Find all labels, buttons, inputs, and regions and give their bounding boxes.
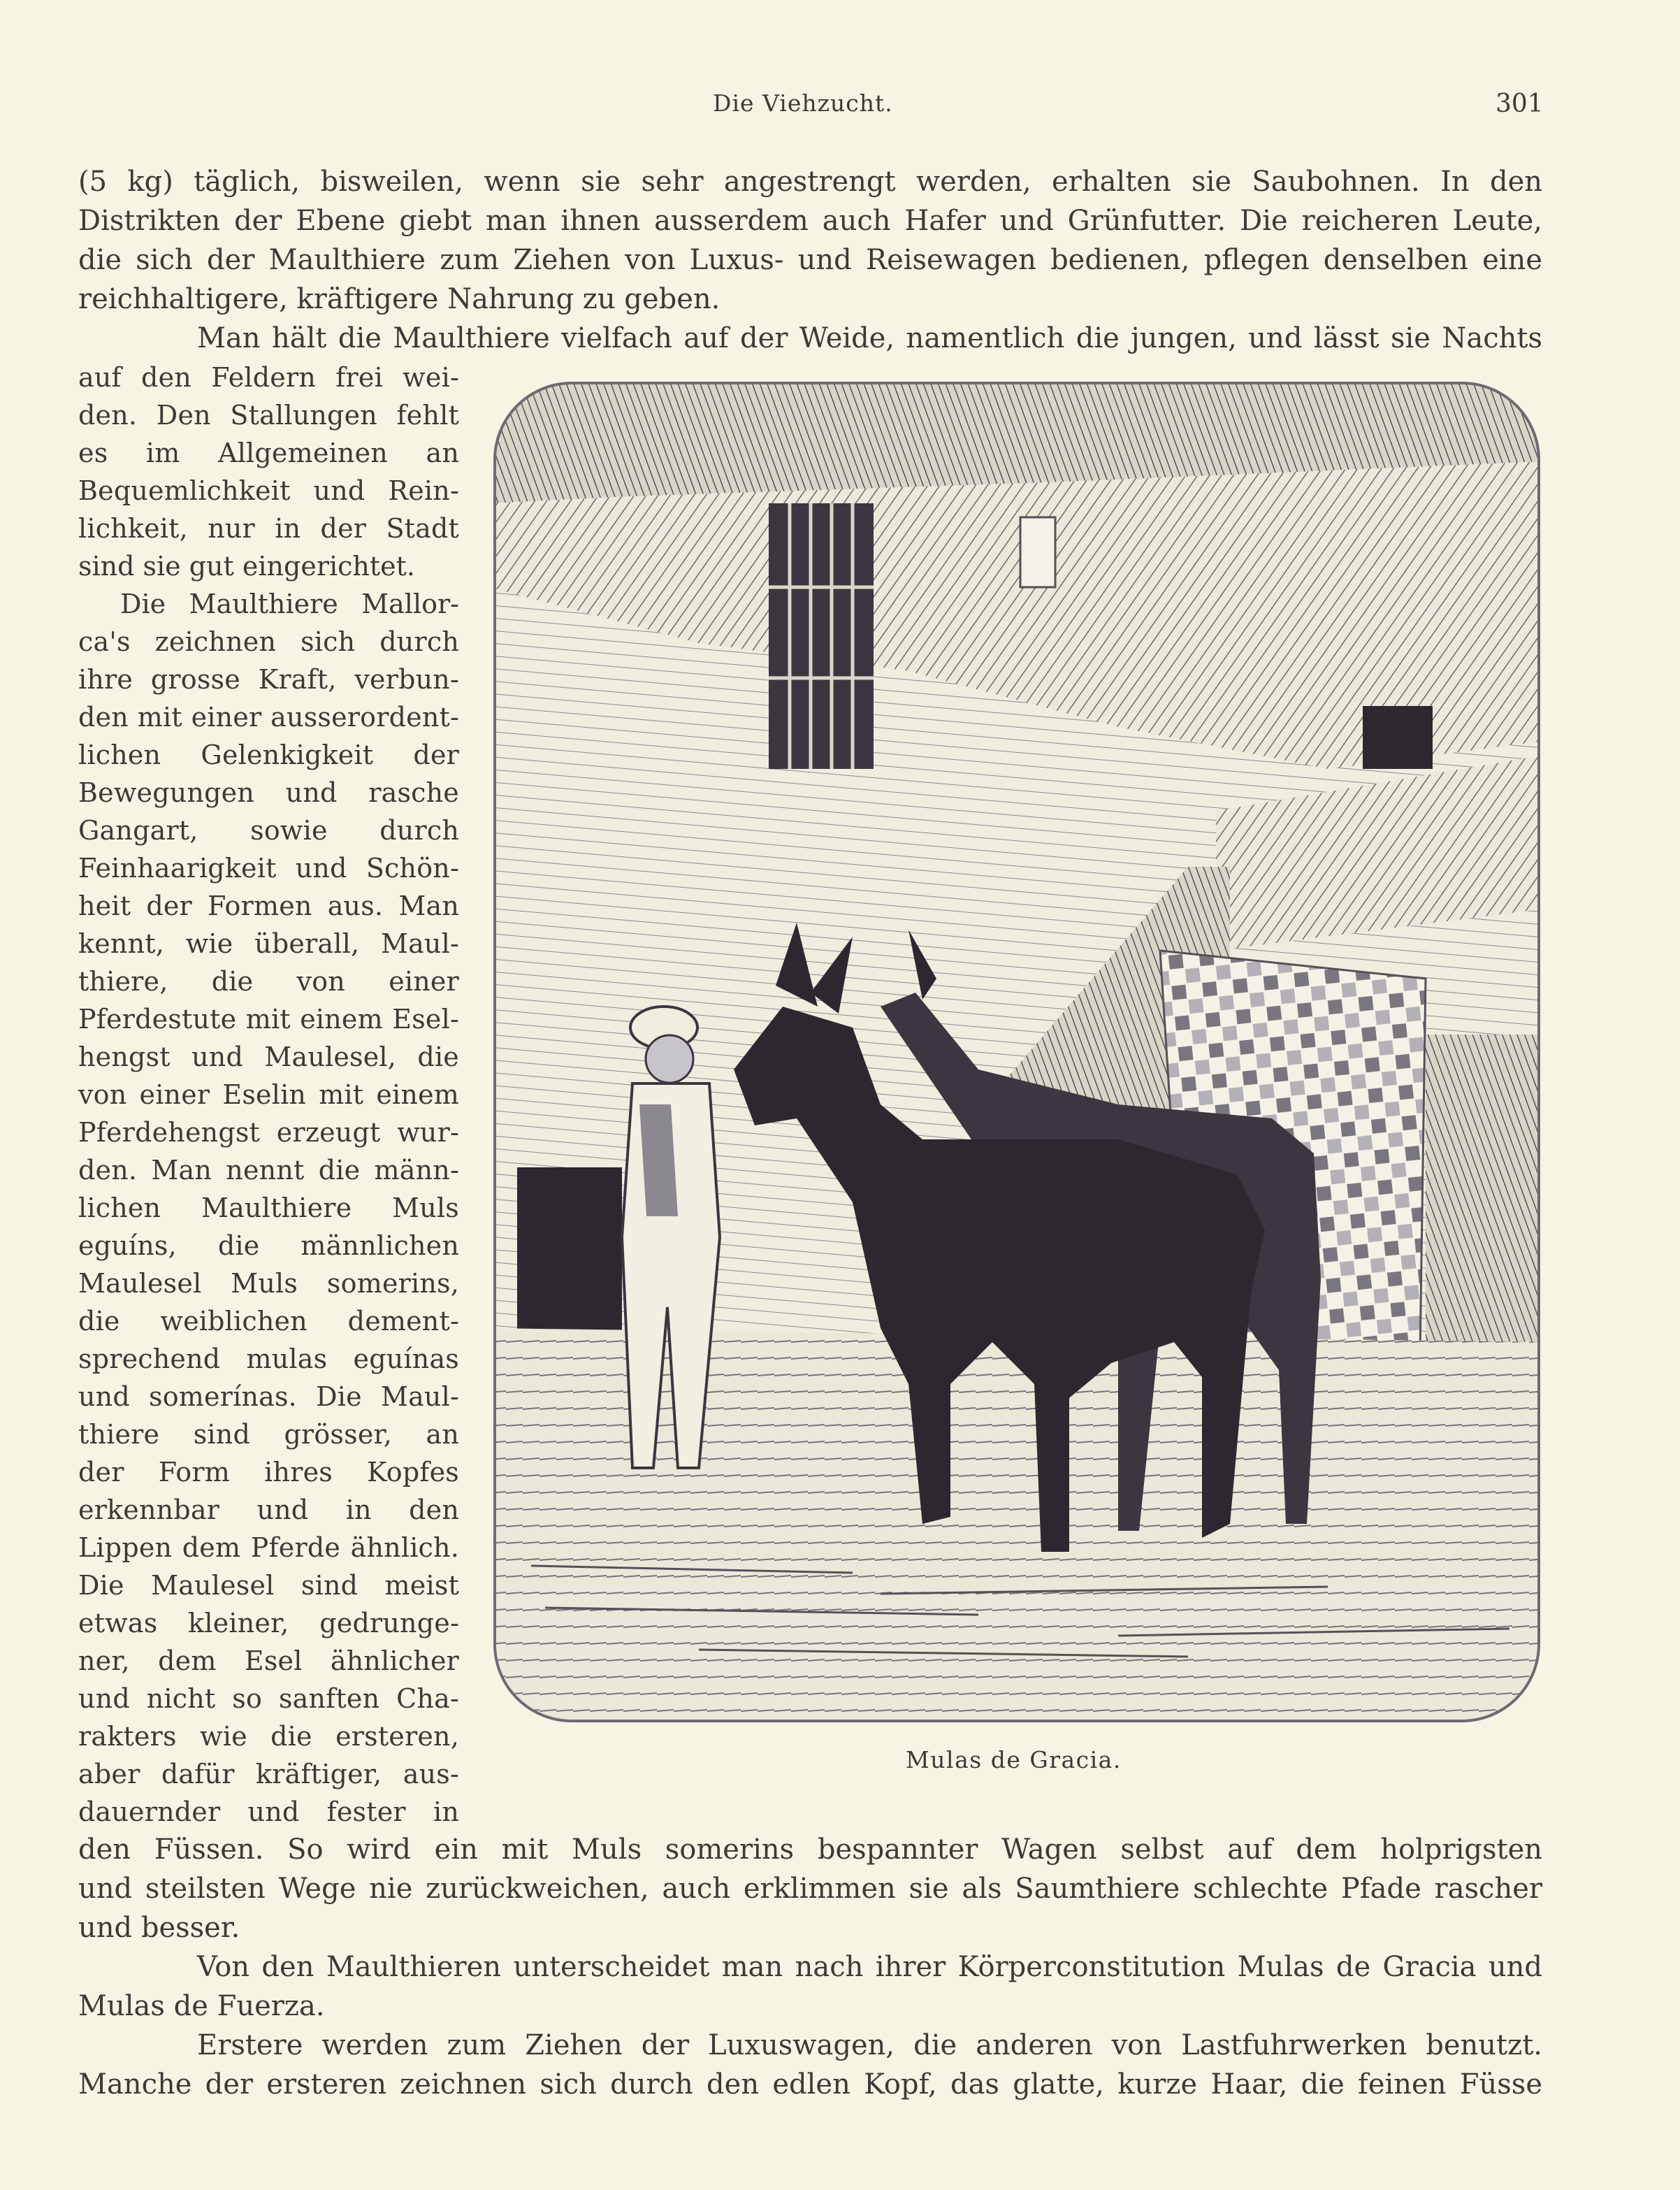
upper-doorway <box>1363 706 1433 769</box>
column-line: lichen Gelenkigkeit der <box>78 740 459 770</box>
column-line: Bewegungen und rasche <box>78 777 459 808</box>
text-line: reichhaltigere, kräftigere Nahrung zu geben. <box>78 283 720 315</box>
column-line: der Form ihres Kopfes <box>78 1457 459 1487</box>
column-line: den mit einer ausserordent- <box>78 702 459 733</box>
column-line: etwas kleiner, gedrunge- <box>78 1608 459 1638</box>
column-line: kennt, wie überall, Maul- <box>78 928 459 959</box>
text-line: den Füssen. So wird ein mit Muls somerins bespannter Wagen selbst auf dem holprigsten <box>78 1834 1542 1866</box>
column-line: thiere, die von einer <box>78 966 459 997</box>
column-line: ca's zeichnen sich durch <box>78 626 459 657</box>
column-line: sind sie gut eingerichtet. <box>78 551 416 582</box>
column-line: es im Allgemeinen an <box>78 438 459 468</box>
column-line: Die Maulthiere Mallor- <box>120 589 459 619</box>
column-line: und somerínas. Die Maul- <box>78 1381 459 1412</box>
column-line: von einer Eselin mit einem <box>78 1079 459 1110</box>
mules-in-courtyard-engraving <box>489 377 1544 1727</box>
column-line: und nicht so sanften Cha- <box>78 1683 459 1714</box>
column-line: den. Den Stallungen fehlt <box>78 400 459 431</box>
page-number: 301 <box>1496 89 1544 118</box>
column-line: Pferdestute mit einem Esel- <box>78 1004 459 1035</box>
column-line: Feinhaarigkeit und Schön- <box>78 853 459 884</box>
text-line: Manche der ersteren zeichnen sich durch den edlen Kopf, das glatte, kurze Haar, die feinen Füsse <box>78 2068 1542 2101</box>
text-line: Mulas de Fuerza. <box>78 1990 325 2022</box>
text-line: und besser. <box>78 1912 240 1944</box>
column-line: Gangart, sowie durch <box>78 815 459 846</box>
column-line: sprechend mulas eguínas <box>78 1343 459 1374</box>
column-line: aber dafür kräftiger, aus- <box>78 1759 459 1789</box>
text-line: und steilsten Wege nie zurückweichen, auch erklimmen sie als Saumthiere schlechte Pfade rascher <box>78 1873 1542 1905</box>
column-line: ihre grosse Kraft, verbun- <box>78 664 459 695</box>
column-line: lichkeit, nur in der Stadt <box>78 513 459 544</box>
column-line: Maulesel Muls somerins, <box>78 1268 459 1299</box>
column-line: rakters wie die ersteren, <box>78 1721 459 1752</box>
column-line: den. Man nennt die männ- <box>78 1155 459 1186</box>
text-line: die sich der Maulthiere zum Ziehen von Luxus- und Reisewagen bedienen, pflegen denselben eine <box>78 244 1542 276</box>
column-line: eguíns, die männlichen <box>78 1230 459 1261</box>
column-line: ner, dem Esel ähnlicher <box>78 1645 459 1676</box>
column-line: hengst und Maulesel, die <box>78 1042 459 1072</box>
column-line: dauernder und fester in <box>78 1796 459 1827</box>
column-line: lichen Maulthiere Muls <box>78 1193 459 1223</box>
column-line: Lippen dem Pferde ähnlich. <box>78 1532 459 1563</box>
column-line: thiere sind grösser, an <box>78 1419 459 1450</box>
column-line: Die Maulesel sind meist <box>78 1570 459 1601</box>
column-line: heit der Formen aus. Man <box>78 891 459 921</box>
figure-caption: Mulas de Gracia. <box>906 1746 1122 1773</box>
column-line: auf den Feldern frei wei- <box>78 362 459 393</box>
running-title: Die Viehzucht. <box>713 89 893 117</box>
column-line: Bequemlichkeit und Rein- <box>78 475 459 506</box>
text-line: (5 kg) täglich, bisweilen, wenn sie sehr angestrengt werden, erhalten sie Saubohnen. In den <box>78 166 1542 198</box>
column-line: die weiblichen dement- <box>78 1306 459 1337</box>
page-header <box>0 89 1680 131</box>
lower-doorway <box>517 1167 622 1349</box>
barred-window <box>769 503 874 769</box>
hanging-cloth <box>1020 517 1055 587</box>
column-line: erkennbar und in den <box>78 1494 459 1525</box>
text-line: Man hält die Maulthiere vielfach auf der Weide, namentlich die jungen, und lässt sie Nachts <box>197 322 1542 354</box>
column-line: Pferdehengst erzeugt wur- <box>78 1117 459 1148</box>
text-line: Erstere werden zum Ziehen der Luxuswagen, die anderen von Lastfuhrwerken benutzt. <box>197 2029 1542 2061</box>
text-line: Distrikten der Ebene giebt man ihnen ausserdem auch Hafer und Grünfutter. Die reicheren Leute, <box>78 205 1542 237</box>
engraving-illustration <box>489 377 1544 1727</box>
text-line: Von den Maulthieren unterscheidet man nach ihrer Körperconstitution Mulas de Gracia und <box>197 1951 1542 1983</box>
